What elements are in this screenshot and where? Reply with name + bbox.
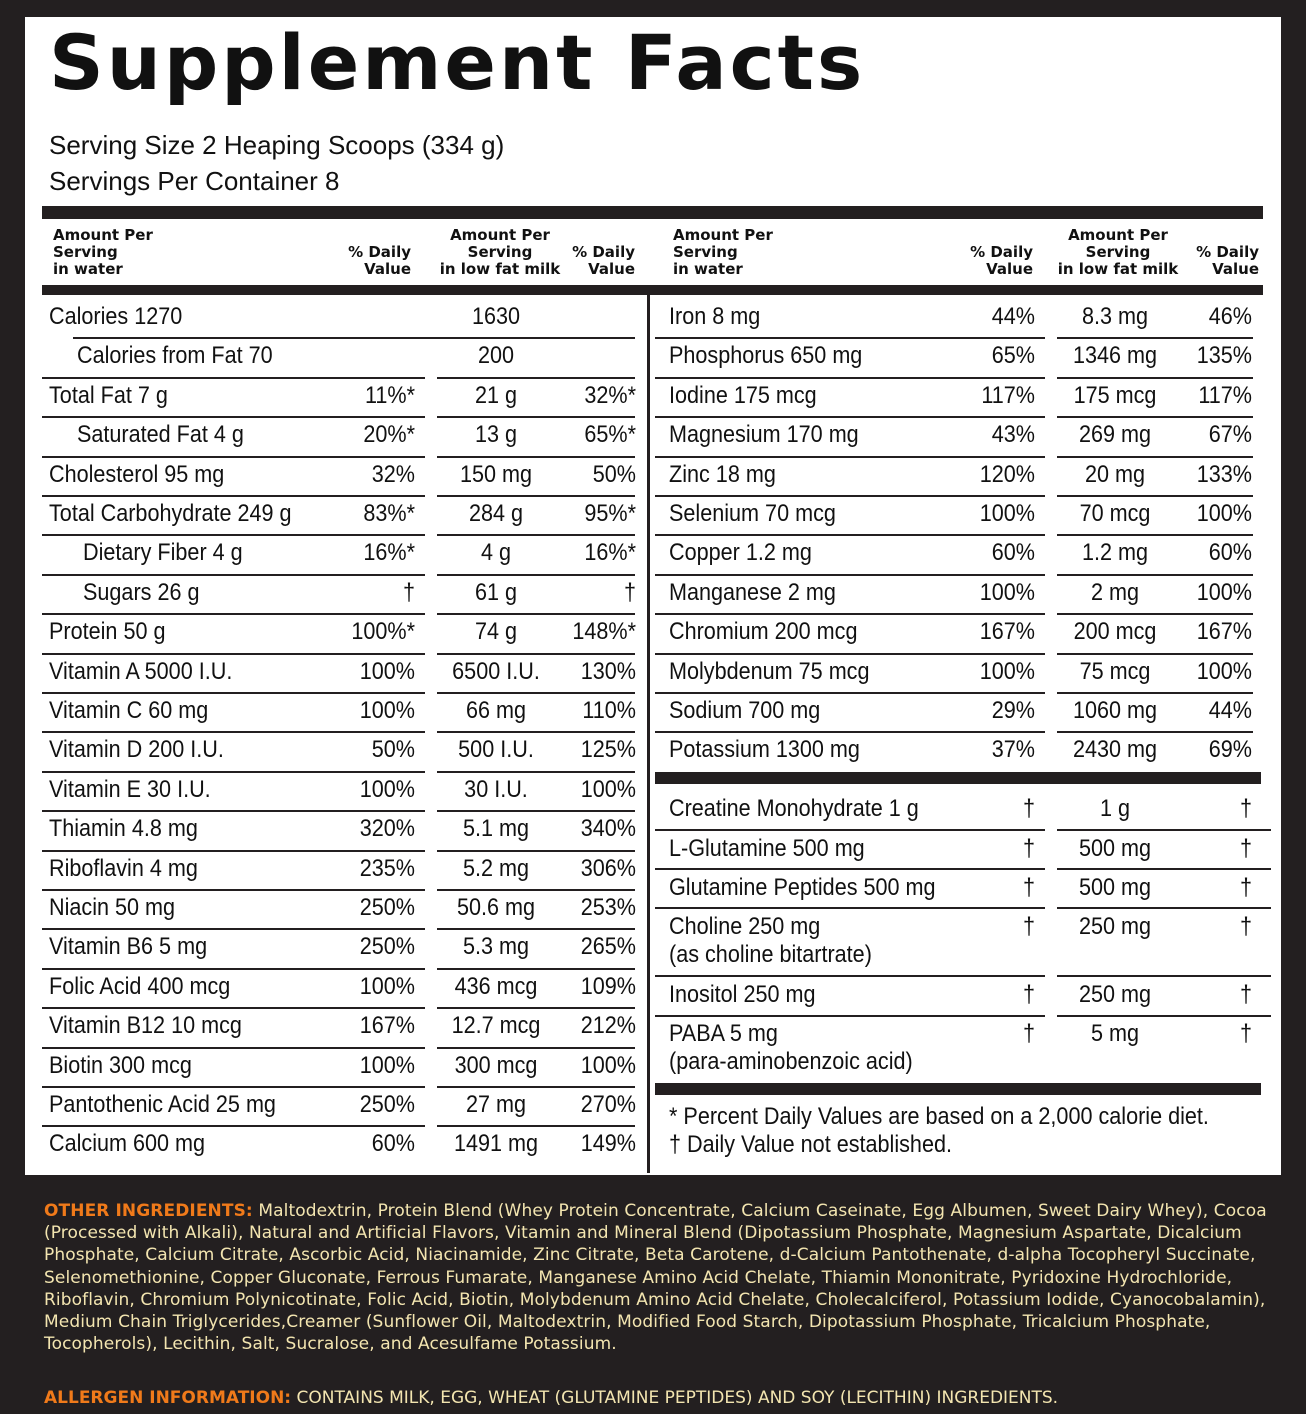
row-divider xyxy=(437,613,635,615)
amount-milk: 5.1 mg xyxy=(462,815,530,842)
row-divider xyxy=(655,907,1045,909)
nutrient-name: Total Carbohydrate 249 g xyxy=(49,500,292,527)
amount-milk: 284 g xyxy=(468,500,524,527)
daily-value-water: † xyxy=(1022,795,1035,822)
daily-value-milk: 270% xyxy=(580,1091,636,1118)
daily-value-milk: 60% xyxy=(1208,539,1252,566)
daily-value-milk: 100% xyxy=(1196,500,1252,527)
daily-value-milk: 100% xyxy=(580,776,636,803)
nutrient-name: Folic Acid 400 mcg xyxy=(49,973,231,1000)
nutrient-name: Vitamin B6 5 mg xyxy=(49,933,208,960)
serving-size: Serving Size 2 Heaping Scoops (334 g) xyxy=(49,130,505,160)
daily-value-water: 167% xyxy=(979,618,1035,645)
amount-milk: 1 g xyxy=(1099,795,1131,822)
daily-value-milk: † xyxy=(1239,874,1252,901)
top-thick-bar xyxy=(42,206,1263,219)
row-divider xyxy=(437,653,635,655)
row-divider xyxy=(1057,653,1253,655)
daily-value-water: † xyxy=(402,579,415,606)
daily-value-water: 250% xyxy=(359,933,415,960)
mineral-name: Selenium 70 mcg xyxy=(669,500,836,527)
nutrient-name: Sugars 26 g xyxy=(83,579,200,606)
daily-value-milk: 130% xyxy=(580,658,636,685)
amount-milk: 4 g xyxy=(480,539,512,566)
amount-milk: 436 mcg xyxy=(454,973,538,1000)
other-ingredients-text: Maltodextrin, Protein Blend (Whey Protein Concentrate, Calcium Caseinate, Egg Albumen, Sweet Dairy Whey), Cocoa (Processed with Alkali), Natural and Artificial Flavors, Vitamin and Mineral Blend (Dipotassium Phosphate, Magnesium Aspartate, Dicalcium Phosphate, Calcium Citrate, Ascorbic Acid, Niacinamide, Zinc Citrate, Beta Carotene, d-Calcium Pantothenate, d-alpha Tocopheryl Succinate, Selenomethionine, Copper Gluconate, Ferrous Fumarate, Manganese Amino Acid Chelate, Thiamin Mononitrate, Pyridoxine Hydrochloride, Riboflavin, Chromium Polynicotinate, Folic Acid, Biotin, Molybdenum Amino Acid Chelate, Cholecalciferol, Potassium Iodide, Cyanocobalamin), Medium Chain Triglycerides,Creamer (Sunflower Oil, Maltodextrin, Modified Food Starch, Dipotassium Phosphate, Tricalcium Phosphate, Tocopherols), Lecithin, Salt, Sucralose, and Acesulfame Potassium. xyxy=(44,1201,1267,1355)
daily-value-water: 32% xyxy=(371,461,415,488)
nutrient-name: Dietary Fiber 4 g xyxy=(83,539,243,566)
row-divider xyxy=(1057,731,1253,733)
mineral-name: Iodine 175 mcg xyxy=(669,382,817,409)
daily-value-milk: 212% xyxy=(580,1012,636,1039)
header-bottom-bar xyxy=(42,285,1263,295)
row-divider xyxy=(655,337,1045,339)
daily-value-water: 20%* xyxy=(363,421,415,448)
amount-milk: 1060 mg xyxy=(1072,697,1158,724)
row-divider xyxy=(42,968,425,970)
servings-per-container: Servings Per Container 8 xyxy=(49,166,340,196)
amount-milk: 2430 mg xyxy=(1072,736,1158,763)
daily-value-milk: 95%* xyxy=(584,500,636,527)
nutrient-name: Vitamin B12 10 mcg xyxy=(49,1012,242,1039)
header-right-water: Amount Per Serving in water xyxy=(673,226,773,278)
row-divider xyxy=(1057,829,1271,831)
row-divider xyxy=(42,692,425,694)
row-divider xyxy=(1057,456,1253,458)
row-divider xyxy=(655,416,1045,418)
row-divider xyxy=(1057,907,1271,909)
amount-milk: 500 mg xyxy=(1078,874,1152,901)
nutrient-name: Calcium 600 mg xyxy=(49,1130,206,1157)
amount-milk: 200 xyxy=(477,342,515,369)
amount-milk: 20 mg xyxy=(1084,461,1146,488)
row-divider xyxy=(42,416,425,418)
nutrient-name: Vitamin D 200 I.U. xyxy=(49,736,224,763)
row-divider xyxy=(437,1047,635,1049)
supplement-facts-panel xyxy=(22,14,1284,1178)
row-divider xyxy=(73,337,635,339)
amount-milk: 5 mg xyxy=(1090,1020,1140,1047)
row-divider xyxy=(655,613,1045,615)
daily-value-water: 11%* xyxy=(364,382,415,409)
nutrient-name: Riboflavin 4 mg xyxy=(49,855,198,882)
daily-value-milk: 265% xyxy=(580,933,636,960)
daily-value-water: 65% xyxy=(991,342,1035,369)
nutrient-name: Cholesterol 95 mg xyxy=(49,461,225,488)
row-divider xyxy=(42,495,425,497)
row-divider xyxy=(655,456,1045,458)
daily-value-milk: 50% xyxy=(592,461,636,488)
row-divider xyxy=(437,771,635,773)
row-divider xyxy=(437,968,635,970)
ingredient-name: PABA 5 mg xyxy=(669,1020,778,1047)
mineral-name: Chromium 200 mcg xyxy=(669,618,858,645)
row-divider xyxy=(655,377,1045,379)
ingredient-name: Inositol 250 mg xyxy=(669,981,816,1008)
daily-value-water: 60% xyxy=(991,539,1035,566)
daily-value-water: 44% xyxy=(991,303,1035,330)
daily-value-milk: 149% xyxy=(580,1130,636,1157)
row-divider xyxy=(437,810,635,812)
row-divider xyxy=(42,377,425,379)
row-divider xyxy=(1057,975,1271,977)
row-divider xyxy=(42,613,425,615)
daily-value-milk: 100% xyxy=(1196,579,1252,606)
daily-value-milk: 69% xyxy=(1208,736,1252,763)
daily-value-milk: 110% xyxy=(582,697,636,724)
amount-milk: 500 mg xyxy=(1078,835,1152,862)
other-ingredients-label: OTHER INGREDIENTS: xyxy=(44,1201,253,1221)
row-divider xyxy=(1057,495,1253,497)
daily-value-water: 83%* xyxy=(363,500,415,527)
amount-milk: 1346 mg xyxy=(1072,342,1158,369)
amount-milk: 74 g xyxy=(474,618,518,645)
daily-value-water: 100% xyxy=(979,658,1035,685)
header-right-milk: Amount Per Serving in low fat milk xyxy=(1057,226,1179,278)
daily-value-water: 250% xyxy=(359,1091,415,1118)
amount-milk: 61 g xyxy=(474,579,518,606)
page-title: Supplement Facts xyxy=(49,18,866,107)
row-divider xyxy=(655,731,1045,733)
daily-value-water: 29% xyxy=(991,697,1035,724)
row-divider xyxy=(437,495,635,497)
daily-value-water: 117% xyxy=(981,382,1035,409)
daily-value-milk: 16%* xyxy=(584,539,636,566)
row-divider xyxy=(655,574,1045,576)
header-left-dv2: % Daily Value xyxy=(572,243,635,278)
row-divider xyxy=(42,1007,425,1009)
nutrient-name: Protein 50 g xyxy=(49,618,166,645)
daily-value-water: 100% xyxy=(359,658,415,685)
row-divider xyxy=(1057,1015,1271,1017)
header-left-water: Amount Per Serving in water xyxy=(53,226,153,278)
daily-value-milk: 117% xyxy=(1198,382,1252,409)
row-divider xyxy=(655,868,1045,870)
daily-value-water: † xyxy=(1022,835,1035,862)
row-divider xyxy=(1057,337,1253,339)
row-divider xyxy=(655,829,1045,831)
amount-milk: 66 mg xyxy=(465,697,527,724)
amount-milk: 50.6 mg xyxy=(456,894,536,921)
daily-value-milk: 340% xyxy=(580,815,636,842)
row-divider xyxy=(437,889,635,891)
row-divider xyxy=(42,534,425,536)
daily-value-water: 50% xyxy=(371,736,415,763)
row-divider xyxy=(655,975,1045,977)
amount-milk: 21 g xyxy=(474,382,518,409)
row-divider xyxy=(437,928,635,930)
row-divider xyxy=(42,731,425,733)
row-divider xyxy=(1057,692,1253,694)
daily-value-water: 100%* xyxy=(351,618,415,645)
nutrient-name: Total Fat 7 g xyxy=(49,382,168,409)
row-divider xyxy=(655,1015,1045,1017)
row-divider xyxy=(42,1125,425,1127)
row-divider xyxy=(42,928,425,930)
daily-value-water: 100% xyxy=(359,973,415,1000)
amount-milk: 250 mg xyxy=(1078,913,1152,940)
row-divider xyxy=(437,456,635,458)
footnote-percent-dv: * Percent Daily Values are based on a 2,000 calorie diet. xyxy=(669,1103,1209,1130)
header-right-dv: % Daily Value xyxy=(970,243,1033,278)
row-divider xyxy=(42,1047,425,1049)
amount-milk: 500 I.U. xyxy=(458,736,534,763)
header-left-dv: % Daily Value xyxy=(348,243,411,278)
row-divider xyxy=(1057,613,1253,615)
daily-value-milk: 253% xyxy=(580,894,636,921)
footnote-dagger: † Daily Value not established. xyxy=(669,1131,952,1158)
mineral-name: Manganese 2 mg xyxy=(669,579,836,606)
amount-milk: 30 I.U. xyxy=(464,776,528,803)
row-divider xyxy=(42,889,425,891)
daily-value-milk: † xyxy=(1239,795,1252,822)
ingredient-note: (para-aminobenzoic acid) xyxy=(669,1048,913,1075)
mineral-name: Sodium 700 mg xyxy=(669,697,821,724)
amount-milk: 13 g xyxy=(474,421,518,448)
amount-milk: 1491 mg xyxy=(453,1130,539,1157)
daily-value-water: 37% xyxy=(991,736,1035,763)
amount-milk: 300 mcg xyxy=(454,1052,538,1079)
daily-value-milk: 135% xyxy=(1196,342,1252,369)
row-divider xyxy=(42,653,425,655)
amount-milk: 1.2 mg xyxy=(1081,539,1149,566)
daily-value-water: 235% xyxy=(359,855,415,882)
mineral-name: Potassium 1300 mg xyxy=(669,736,860,763)
allergen-text: CONTAINS MILK, EGG, WHEAT (GLUTAMINE PEPTIDES) AND SOY (LECITHIN) INGREDIENTS. xyxy=(296,1388,1059,1408)
daily-value-water: 16%* xyxy=(363,539,415,566)
row-divider xyxy=(437,377,635,379)
daily-value-water: 43% xyxy=(991,421,1035,448)
amount-milk: 200 mcg xyxy=(1073,618,1157,645)
row-divider xyxy=(1057,377,1253,379)
allergen-label: ALLERGEN INFORMATION: xyxy=(44,1388,292,1408)
daily-value-milk: † xyxy=(1239,913,1252,940)
row-divider xyxy=(655,495,1045,497)
amount-milk: 8.3 mg xyxy=(1081,303,1149,330)
daily-value-milk: 65%* xyxy=(584,421,636,448)
daily-value-water: 100% xyxy=(979,579,1035,606)
daily-value-milk: † xyxy=(623,579,636,606)
row-divider xyxy=(42,771,425,773)
nutrient-name: Vitamin C 60 mg xyxy=(49,697,209,724)
allergen-information xyxy=(44,1387,1284,1409)
row-divider xyxy=(42,850,425,852)
row-divider xyxy=(1057,574,1253,576)
row-divider xyxy=(437,1086,635,1088)
daily-value-water: † xyxy=(1022,874,1035,901)
daily-value-water: 60% xyxy=(371,1130,415,1157)
row-divider xyxy=(437,850,635,852)
amount-milk: 70 mcg xyxy=(1079,500,1151,527)
nutrient-name: Biotin 300 mcg xyxy=(49,1052,192,1079)
daily-value-milk: † xyxy=(1239,1020,1252,1047)
row-divider xyxy=(42,810,425,812)
nutrient-name: Vitamin A 5000 I.U. xyxy=(49,658,233,685)
daily-value-water: † xyxy=(1022,1020,1035,1047)
row-divider xyxy=(1057,534,1253,536)
row-divider xyxy=(437,574,635,576)
mineral-name: Copper 1.2 mg xyxy=(669,539,812,566)
header-left-milk: Amount Per Serving in low fat milk xyxy=(439,226,561,278)
daily-value-water: 100% xyxy=(359,776,415,803)
row-divider xyxy=(437,534,635,536)
amount-milk: 175 mcg xyxy=(1073,382,1157,409)
daily-value-water: † xyxy=(1022,981,1035,1008)
amount-milk: 12.7 mcg xyxy=(451,1012,541,1039)
nutrient-name: Niacin 50 mg xyxy=(49,894,176,921)
daily-value-milk: 148%* xyxy=(572,618,636,645)
daily-value-milk: 100% xyxy=(580,1052,636,1079)
mineral-name: Phosphorus 650 mg xyxy=(669,342,863,369)
row-divider xyxy=(1057,416,1253,418)
amount-milk: 250 mg xyxy=(1078,981,1152,1008)
right-bottom-bar xyxy=(655,1083,1261,1095)
daily-value-water: 100% xyxy=(359,1052,415,1079)
nutrient-name: Calories from Fat 70 xyxy=(77,342,273,369)
center-divider xyxy=(647,295,650,1173)
daily-value-water: 100% xyxy=(979,500,1035,527)
daily-value-milk: 306% xyxy=(580,855,636,882)
amount-milk: 5.2 mg xyxy=(462,855,530,882)
other-ingredients xyxy=(44,1200,1284,1355)
nutrient-name: Calories 1270 xyxy=(49,303,183,330)
amount-milk: 269 mg xyxy=(1078,421,1152,448)
amount-milk: 5.3 mg xyxy=(462,933,530,960)
mineral-name: Molybdenum 75 mcg xyxy=(669,658,870,685)
row-divider xyxy=(437,1125,635,1127)
mineral-name: Zinc 18 mg xyxy=(669,461,776,488)
daily-value-milk: 125% xyxy=(580,736,636,763)
amount-milk: 2 mg xyxy=(1090,579,1140,606)
nutrient-name: Pantothenic Acid 25 mg xyxy=(49,1091,276,1118)
row-divider xyxy=(42,456,425,458)
row-divider xyxy=(437,416,635,418)
daily-value-water: † xyxy=(1022,913,1035,940)
daily-value-milk: 44% xyxy=(1208,697,1252,724)
daily-value-water: 250% xyxy=(359,894,415,921)
header-right-dv2: % Daily Value xyxy=(1196,243,1259,278)
daily-value-milk: 133% xyxy=(1196,461,1252,488)
amount-milk: 150 mg xyxy=(459,461,533,488)
row-divider xyxy=(655,534,1045,536)
amount-milk: 75 mcg xyxy=(1079,658,1151,685)
ingredient-note: (as choline bitartrate) xyxy=(669,941,872,968)
ingredient-name: Glutamine Peptides 500 mg xyxy=(669,874,936,901)
daily-value-milk: 100% xyxy=(1196,658,1252,685)
ingredient-name: L-Glutamine 500 mg xyxy=(669,835,865,862)
right-mid-bar xyxy=(655,772,1261,784)
row-divider xyxy=(655,692,1045,694)
daily-value-water: 120% xyxy=(979,461,1035,488)
row-divider xyxy=(437,731,635,733)
daily-value-water: 100% xyxy=(359,697,415,724)
daily-value-milk: 67% xyxy=(1208,421,1252,448)
row-divider xyxy=(655,653,1045,655)
daily-value-milk: 46% xyxy=(1208,303,1252,330)
daily-value-milk: 167% xyxy=(1196,618,1252,645)
daily-value-milk: 32%* xyxy=(584,382,636,409)
row-divider xyxy=(437,692,635,694)
ingredient-name: Creatine Monohydrate 1 g xyxy=(669,795,919,822)
mineral-name: Iron 8 mg xyxy=(669,303,761,330)
row-divider xyxy=(42,574,425,576)
nutrient-name: Thiamin 4.8 mg xyxy=(49,815,198,842)
daily-value-milk: 109% xyxy=(580,973,636,1000)
amount-milk: 1630 xyxy=(471,303,521,330)
nutrient-name: Vitamin E 30 I.U. xyxy=(49,776,211,803)
nutrient-name: Saturated Fat 4 g xyxy=(77,421,244,448)
daily-value-water: 320% xyxy=(359,815,415,842)
daily-value-milk: † xyxy=(1239,981,1252,1008)
row-divider xyxy=(437,1007,635,1009)
ingredient-name: Choline 250 mg xyxy=(669,913,821,940)
row-divider xyxy=(42,1086,425,1088)
row-divider xyxy=(1057,868,1271,870)
mineral-name: Magnesium 170 mg xyxy=(669,421,859,448)
amount-milk: 6500 I.U. xyxy=(452,658,540,685)
daily-value-milk: † xyxy=(1239,835,1252,862)
daily-value-water: 167% xyxy=(359,1012,415,1039)
amount-milk: 27 mg xyxy=(465,1091,527,1118)
